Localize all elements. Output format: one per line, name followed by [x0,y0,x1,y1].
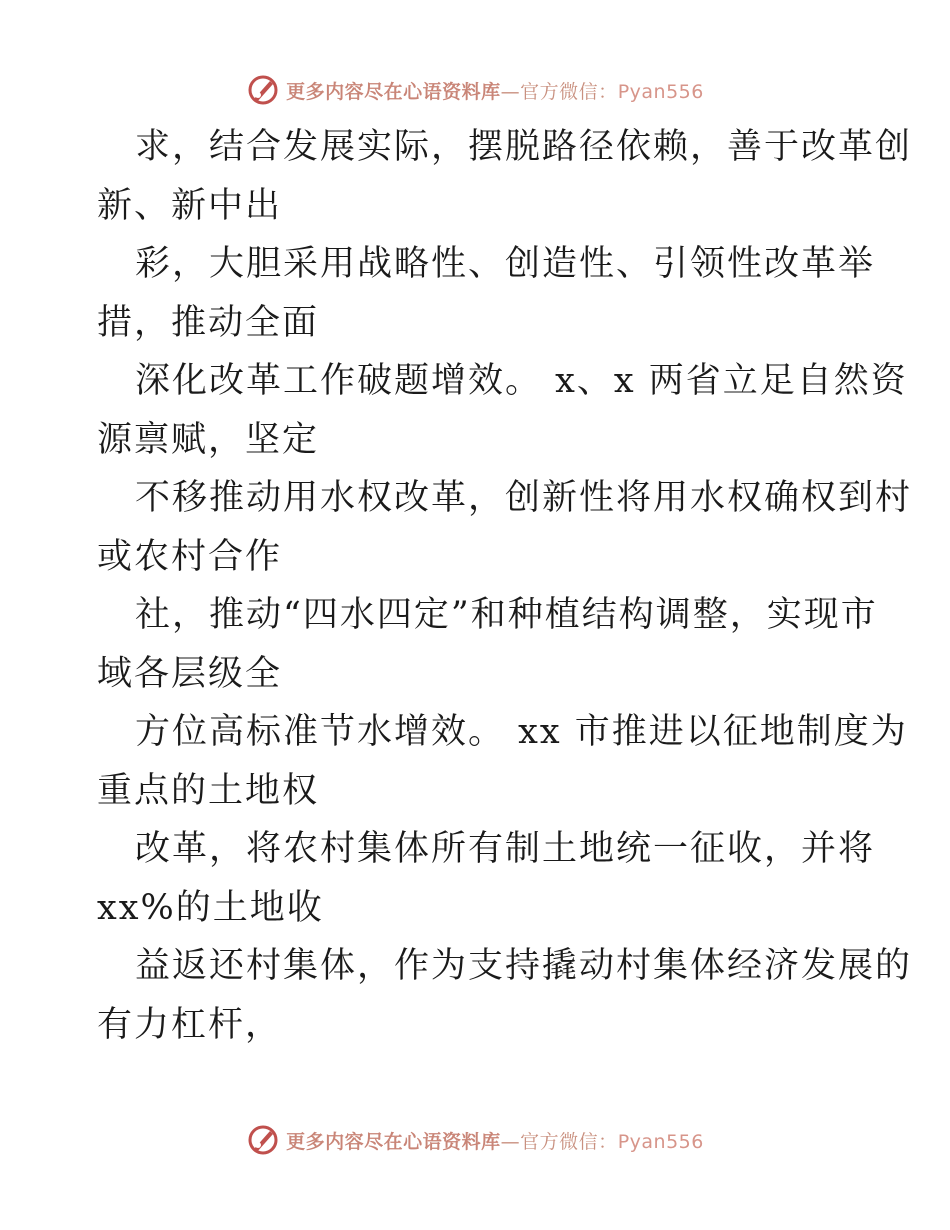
header-watermark [0,70,950,110]
footer-wechat-id: Pyan556 [617,1130,704,1153]
pen-logo-icon [246,73,280,107]
paragraph-line: 源禀赋，坚定 [97,419,320,460]
paragraph-line: 彩，大胆采用战略性、创造性、引领性改革举 [135,244,876,284]
header-main-text: 更多内容尽在心语资料库 [286,80,501,103]
paragraph-line: 或农村合作 [97,536,283,577]
paragraph-line: 措，推动全面 [97,302,320,343]
paragraph-line: 益返还村集体，作为支持撬动村集体经济发展的 [135,946,913,986]
paragraph-line: xx%的土地收 [97,887,324,928]
header-wechat-label: 官方微信： [520,80,618,103]
paragraph-line: 求，结合发展实际，摆脱路径依赖，善于改革创 [135,127,913,167]
paragraph-line: 改革，将农村集体所有制土地统一征收，并将 [135,829,876,869]
footer-watermark [0,1120,950,1160]
document-body [97,118,913,1054]
paragraph-line: 新、新中出 [97,185,283,226]
paragraph-line: 方位高标准节水增效。 xx 市推进以征地制度为 [135,712,908,752]
footer-separator: — [500,1130,521,1153]
paragraph-line: 深化改革工作破题增效。 x、x 两省立足自然资 [135,361,908,401]
footer-wechat-label: 官方微信： [520,1130,618,1153]
paragraph-line: 域各层级全 [97,653,283,694]
paragraph-line: 不移推动用水权改革，创新性将用水权确权到村 [135,478,913,518]
header-separator: — [500,80,521,103]
footer-main-text: 更多内容尽在心语资料库 [286,1130,501,1153]
paragraph-line: 有力杠杆， [97,1004,283,1045]
header-wechat-id: Pyan556 [617,80,704,103]
paragraph-line: 社，推动“四水四定”和种植结构调整，实现市 [135,595,878,635]
paragraph-line: 重点的土地权 [97,770,320,811]
pen-logo-icon [246,1123,280,1157]
